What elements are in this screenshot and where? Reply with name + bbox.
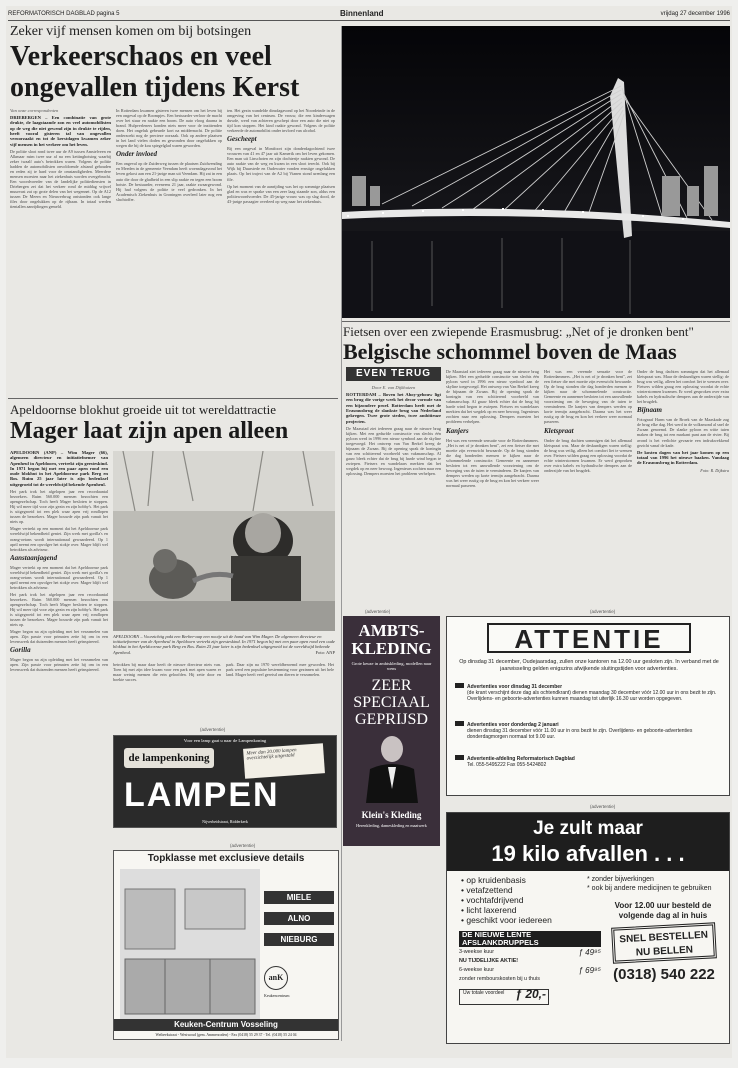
kleding-big-2: SPECIAAL <box>353 694 430 712</box>
header-paper: REFORMATORISCH DAGBLAD pagina 5 <box>8 11 120 17</box>
story2-column-4 <box>637 369 729 605</box>
kilo-price-row-3: 6-weekse kuur ƒ 69⁹⁵ <box>459 966 601 975</box>
story3-subhead-1: Aanstaanjagend <box>10 553 58 562</box>
story2-col2-cont: Het was een vreemde sensatie voor de Rotterdammers. „Het is net of je dronken bent", zei een fietser die met moeite zijn evenwicht bewaarde. Op de brug stonden die dag honderden mensen te kijken naar de schommelende constructie. Gemeente en aannemer besloten tot een aanvullende voorziening om de beweging van de tuien te verminderen. De kanjers van dempers werden op korte termijn aangebracht. Daarna was het weer rustig op de brug en kon het verkeer weer normaal passeren. <box>544 369 632 425</box>
ad-attentie <box>446 616 730 796</box>
story3-column-3 <box>226 662 334 724</box>
attentie-row-3-text: Tel. 055-5495222 Fax 055-5424802 <box>467 762 547 769</box>
story3-subhead-2: Gorilla <box>10 646 31 655</box>
story1-col2b: Een ongeval op de Zuiderweg tussen de plaatsen Zuidwending en Meeden in de gemeente Veendam heeft woensdagavond het leven gekost aan een 21-jarige man uit Veendam. Hij zat in een auto die door de gladheid in een slip raakte en tegen een boom botste. De bestuurder, eveneens 21 jaar, raakte zwaargewond. Hij had volgens de politie te veel gedronken. In het Academisch Ziekenhuis in Groningen overleed later nog een slachtoffer. <box>116 161 222 202</box>
attentie-row-3 <box>455 755 723 768</box>
ad-afslanken <box>446 812 730 1044</box>
bridge-night-photo <box>342 26 730 318</box>
attentie-bullet-2 <box>455 721 464 726</box>
story3-colc: park. Daar zijn na 1970 wereldberoemd mee geworden. Het park werd een populaire bestemming voor gezinnen uit het hele land. Mager heeft veel gereisd om dieren te verzamelen. <box>226 662 334 678</box>
header-date: vrijdag 27 december 1996 <box>660 11 730 17</box>
story2-lead: ROTTERDAM – Boven het Ahoy-gebouw ligt een brug die vorige week het decor vormde van een bijzondere proef. Rotterdam heeft met de Erasmusbrug de slankste brug van Nederland gekregen. Twee grote steden, twee ambitieuze projecten. <box>346 392 441 424</box>
story2-column-2 <box>446 369 539 605</box>
attentie-row-1 <box>455 683 723 703</box>
story3-column-1 <box>10 450 108 1055</box>
page-header <box>8 7 730 21</box>
kilo-banner <box>447 813 729 871</box>
story3-column-2 <box>113 662 221 724</box>
attentie-row-3-label: Advertentie-afdeling Reformatorisch Dagblad <box>467 756 575 762</box>
kilo-right-item-2: * ook bij andere medicijnen te gebruiken <box>587 885 712 892</box>
kleding-title-1: AMBTS- <box>358 621 425 640</box>
kleding-footer: Herenkleding, dameskleding en maatwerk <box>356 823 427 829</box>
kilo-box-title <box>459 931 601 947</box>
story3-body-c: Het park trok het afgelopen jaar een recordaantal bezoekers. Ruim 560.000 mensen bezochten een apengezelschap. Toch heeft Mager besloten te stoppen. Hij wil meer tijd voor zijn gezin en zijn hobby's. Het park is uitgegroeid tot een plek waar apen vrij rondlopen tussen de bezoekers. Mager bouwde zijn park vanuit het niets op. <box>10 591 108 628</box>
attentie-row-2-label: Advertenties voor donderdag 2 januari <box>467 722 559 728</box>
story1-byline: Van onze correspondenten <box>10 108 59 113</box>
ad-label-kilo: (advertentie) <box>590 804 616 809</box>
topklasse-brand-list <box>264 891 334 946</box>
story1-col3b: Bij een ongeval in Montfoort zijn donderdagochtend twee vrouwen van 41 en 47 jaar uit Kamerik om het leven gekomen. Een man uit Linschoten en zijn dochtertje raakten gewond. De auto raakte van de weg en kwam in een sloot terecht. Ook bij Wijk bij Duurstede en Oudewater vonden ernstige ongelukken plaats. Op het traject van de A2 bij Vianen stond urenlang een file. <box>227 146 335 182</box>
story1-col3c: Op het moment van de aanrijding was het op sommige plaatsen glad en was er sprake van een zeer laag staande zon, aldus een politiewoordvoerder. De 45-jarige vrouw was op slag dood, de 43-jarige passagier overleed op weg naar het ziekenhuis. <box>227 183 335 204</box>
kilo-right-item-1: * zonder bijwerkingen <box>587 876 654 883</box>
story1-column-1 <box>10 108 111 393</box>
kilo-price-row-2: NU TIJDELIJKE AKTIE! <box>459 958 519 964</box>
ad-label-lampen: (advertentie) <box>200 727 226 732</box>
topklasse-kitchen-image <box>120 869 260 1019</box>
ad-label-attentie: (advertentie) <box>590 609 616 614</box>
story2-byline: Door E. van Dijkhuizen <box>371 385 416 390</box>
kilo-price-row-1: 3-weekse kuur ƒ 49⁹⁵ <box>459 948 601 957</box>
story2-subhead-kletspraat: Kletspraat <box>544 426 574 435</box>
story2-col1-cont: De Maasstad ziet iedereen graag naar de nieuwe brug kijken. Met een gedurfde constructie van slechts één pyloon werd in 1996 een nieuw symbool aan de skyline toegevoegd. Het ontwerp van Van Berkel kreeg de bijnaam de Zwaan. Bij de opening sprak de koningin van een schitterend voorbeeld van vakmanschap. Al gauw bleek echter dat de brug bij harde wind begon te zwiepen. Fietsers en wandelaars merkten dat het wegdek op en neer bewoog. Ingenieurs zochten naar een oplossing. Dempers moesten het probleem verhelpen. <box>446 369 539 425</box>
monkey-photo-caption <box>113 634 335 655</box>
story2-subhead-kanjers: Kanjers <box>446 426 469 435</box>
monkey-man-image <box>113 451 335 631</box>
column-divider-main <box>341 26 342 1041</box>
attentie-row-1-text: (de krant verschijnt deze dag als ochtendkrant) dienen maandag 30 december vóór 12.00 uur in ons bezit te zijn. Overlijdens- en geboorte-advertenties kunnen maandag tot uiterlijk 16.30 uur worden opgegeven. <box>467 690 717 703</box>
kilo-left-list <box>461 875 552 925</box>
topklasse-logo: anK <box>264 966 288 990</box>
story3-kicker: Apeldoornse blokhut groeide uit tot wereldattractie <box>10 402 277 417</box>
kilo-box-title-1: DE NIEUWE LENTE <box>462 930 532 939</box>
story1-kicker: Zeker vijf mensen komen om bij botsingen <box>10 24 252 39</box>
story2-kicker: Fietsen over een zwiepende Erasmusbrug: „Net of je dronken bent" <box>343 324 694 339</box>
kilo-right-list <box>587 875 727 893</box>
story2-col3-cont: Onder de brug dachten sommigen dat het allemaal kletspraat was. Maar de deskundigen waren stellig: de brug was veilig, alleen het comfort liet te wensen over. Fietsers wilden graag een oplossing voordat de echte winterstormen kwamen. Er werd gesproken over extra kabels en hydraulische dempers aan de onderzijde van het brugdek. <box>637 369 729 405</box>
header-section: Binnenland <box>340 9 384 18</box>
story2-col2: Het was een vreemde sensatie voor de Rotterdammers. „Het is net of je dronken bent", zei een fietser die met moeite zijn evenwicht bewaarde. Op de brug stonden die dag honderden mensen te kijken naar de schommelende constructie. Gemeente en aannemer besloten tot een aanvullende voorziening om de beweging van de tuien te verminderen. De kanjers van dempers werden op korte termijn aangebracht. Daarna was het weer rustig op de brug en kon het verkeer weer normaal passeren. <box>446 437 539 488</box>
attentie-row-2-text: dienen dinsdag 31 december vóór 11.00 uur in ons bezit te zijn. Overlijdens- en geboorte-advertenties donderdagmorgen normaal tot 9.00 uur. <box>467 728 693 741</box>
kleding-suit-image <box>362 733 422 803</box>
kleding-shop-name: Klein's Kleding <box>361 810 422 821</box>
attentie-intro: Op dinsdag 31 december, Oudejaarsdag, zullen onze kantoren na 12.00 uur gesloten zijn. In verband met de jaarwisseling gelden enigszins afwijkende sluitingstijden voor advertenties. <box>459 659 719 672</box>
topklasse-title: Topklasse met exclusieve details <box>147 853 305 864</box>
attentie-row-2 <box>455 721 723 741</box>
lampen-topline: Voor een lamp gaat u naar de Lampenkoning <box>183 738 267 743</box>
story2-closing: De kosten dagen van het jaar komen op een totaal van 1996 het nieuwe baaken. Vandaag de Erasmusbrug in Rotterdam. <box>637 449 729 466</box>
caption-text: APELDOORN – Voorzichtig pakt een Berber-aap een nootje uit de hand van Wim Mager. De algemeen directeur en initiatiefnemer van de Apenheul in Apeldoorn vertrekt zijn geesteskind. In 1971 begon hij met een paar apen rond een oude blokhut in het Apeldoornse park Berg en Bos. Ruim 25 jaar later is zijn bedenksel uitgegroeid tot de wereldwijd bekende Apenheul. <box>113 634 335 655</box>
ad-ambtskleding <box>343 616 440 846</box>
story3-body-3: Mager begon na zijn opleiding met het verzamelen van apen. Zijn passie voor primaten zette hij om in een levenswerk dat duizenden mensen heeft geïnspireerd. <box>10 657 108 673</box>
story1-col3: ten. Het gezin wandelde dinsdagavond op het Noordeinde in de omgeving van het centrum. De vrouw, die een kinderwagen duwde, werd van achteren geschept door een auto die niet op tijd kon stoppen. Het kind raakte gewond. Volgens de politie verkeerde de automobilist onder invloed van alcohol. <box>227 108 335 134</box>
story1-lead: DRIEBERGEN – Een combinatie van grote drukte, de laagstaande zon en veel automobilisten op de weg die niet gewend zijn in drukte te rijden, heeft vooral gisteren tal van ongevallen veroorzaakt en tot de kerstdagen kwamen zeker vijf mensen in het verkeer om het leven. <box>10 115 111 147</box>
story2-col3: Onder de brug dachten sommigen dat het allemaal kletspraat was. Maar de deskundigen waren stellig: de brug was veilig, alleen het comfort liet te wensen over. Fietsers wilden graag een oplossing voordat de echte winterstormen kwamen. Er werd gesproken over extra kabels en hydraulische dempers aan de onderzijde van het brugdek. <box>544 437 632 473</box>
kilo-price-row-4: zonder rembourskosten bij u thuis <box>459 976 540 982</box>
ad-lampenkoning <box>113 735 337 828</box>
kilo-left-item-2: • vetafzettend <box>461 885 513 895</box>
kilo-stamp <box>611 922 717 963</box>
kleding-title-2: KLEDING <box>351 639 432 658</box>
story1-headline-1: Verkeerschaos en veel <box>10 41 272 72</box>
story3-top-rule <box>8 398 338 399</box>
story3-headline: Mager laat zijn apen alleen <box>10 418 289 444</box>
kilo-price-list <box>459 948 601 984</box>
ad-label-topklasse: (advertentie) <box>230 843 256 848</box>
kilo-stamp-1: SNEL BESTELLEN <box>619 929 709 946</box>
story1-column-3 <box>227 108 335 393</box>
story1-column-2 <box>116 108 222 393</box>
brand-miele: MIELE <box>264 891 334 904</box>
kilo-box-title-2: AFSLANKDRUPPELS <box>462 938 539 947</box>
story3-body-2: Mager vertrekt op een moment dat het Apeldoornse park wereldwijd bekendheid geniet. Zijn werk met gorilla's en orang-oetans wordt internationaal gewaardeerd. Op 1 april neemt een opvolger het stokje over. Mager blijft wel betrokken als adviseur. <box>10 564 108 590</box>
story1-col2: In Rotterdam kwamen gisteren twee mensen om het leven bij een ongeval op de Boompjes. Een bestuurder verloor de macht over het stuur en raakte een boom. De auto vloog daarna in brand. Hulpverleners konden niets meer voor de inzittenden doen. Het ongeluk gebeurde kort na middernacht. De politie onderzoekt nog de precieze oorzaak. Ook op andere plaatsen in het land vielen doden en gewonden door ongelukken op wegen die bij de kou spiegelglad waren geworden. <box>116 108 222 149</box>
attentie-bullet-3 <box>455 755 464 760</box>
kilo-phone: (0318) 540 222 <box>613 966 715 983</box>
even-terug-badge: EVEN TERUG <box>346 367 441 381</box>
story2-col4: Fotograaf Harm van de Broek van de Maaskade zag de brug elke dag. Het werd in de volksmond al snel de Zwaan genoemd. De slanke pyloon en witte tuien maken de brug tot een markant punt aan de rivier. Bij avond is het verlichte gevaarte een indrukwekkend gezicht vanaf de kade. <box>637 417 729 448</box>
brand-nieburg: NIEBURG <box>264 933 334 946</box>
story2-top-rule <box>342 321 730 322</box>
brand-alno: ALNO <box>264 912 334 925</box>
attentie-row-1-label: Advertenties voor dinsdag 31 december <box>467 684 563 690</box>
story2-column-3 <box>544 369 632 605</box>
kilo-left-item-5: • geschikt voor iedereen <box>461 915 552 925</box>
kilo-voordeel-label: Uw totale voordeel <box>463 990 505 996</box>
caption-credit: Foto: ANP <box>315 649 335 655</box>
story1-subhead-2: Gescheept <box>227 135 257 144</box>
kilo-line-2: 19 kilo afvallen . . . <box>491 841 685 866</box>
attentie-bullet-1 <box>455 683 464 688</box>
story3-lead: APELDOORN (ANP) – Wim Mager (66), algemeen directeur en initiatiefnemer van Apenheul in Apeldoorn, vertrekt zijn geesteskind. In 1971 begon hij met een paar apen rond een oude blokhut in het Apeldoornse park Berg en Bos. Ruim 25 jaar later is zijn bedenksel uitgegroeid tot de wereldwijd bekende Apenheul. <box>10 450 108 487</box>
erasmus-bridge-image <box>342 26 730 318</box>
kilo-stamp-2: NU BELLEN <box>635 944 694 959</box>
story3-colb: betrokken bij maar daar heeft de nieuwe directeur niets van. Toen hij met zijn idee kwam voor een park met apen waren er maar weinig mensen die erin geloofden. Hij zette door en boekte succes. <box>113 662 221 683</box>
kleding-sub: Grote keuze in ambtskleding, modellen naar wens <box>351 661 432 672</box>
lampen-address: Nijverheidstraat, Ridderkerk <box>202 819 248 824</box>
attentie-title: ATTENTIE <box>487 623 691 653</box>
story2-photo-credit: Foto: R. Dijkstra <box>700 467 729 473</box>
story2-col1: De Maasstad ziet iedereen graag naar de nieuwe brug kijken. Met een gedurfde constructie van slechts één pyloon werd in 1996 een nieuw symbool aan de skyline toegevoegd. Het ontwerp van Van Berkel kreeg de bijnaam de Zwaan. Bij de opening sprak de koningin van een schitterend voorbeeld van vakmanschap. Al gauw bleek echter dat de brug bij harde wind begon te zwiepen. Fietsers en wandelaars merkten dat het wegdek op en neer bewoog. Ingenieurs zochten naar een oplossing. Dempers moesten het probleem verhelpen. <box>346 425 441 477</box>
lampen-brand: de lampenkoning <box>124 748 214 768</box>
kleding-big-3: GEPRIJSD <box>355 711 428 729</box>
kilo-left-item-4: • licht laxerend <box>461 905 517 915</box>
kilo-left-item-1: • op kruidenbasis <box>461 875 526 885</box>
story2-subhead-bijnaam: Bijnaam <box>637 406 662 415</box>
story2-column-1 <box>346 385 441 605</box>
story1-body: De politie sloot rond twee uur de A9 tussen Amstelveen en Alkmaar ruim twee uur af na een kettingbotsing waarbij zeker twaalf auto's betrokken waren. Volgens de politie hadden de automobilisten onvoldoende afstand gehouden en reden zij te hard voor de omstandigheden. Meerdere mensen moesten naar het ziekenhuis worden overgebracht. Een woordvoerder van de landelijke politiediensten in Driebergen zei dat het verkeer rond de middag vrijwel muurvast zat op grote delen van het wegennet. Op de A12 tussen De Meern en Nieuwerbrug ontstonden ook lange files door ongelukken op de rijbaan. In totaal werden tientallen aanrijdingen gemeld. <box>10 148 111 210</box>
kilo-voordeel-box <box>459 989 549 1005</box>
topklasse-logo-sub: Keukencentrum <box>264 993 290 998</box>
monkey-photo <box>113 451 335 631</box>
story1-headline-2: ongevallen tijdens Kerst <box>10 72 300 103</box>
lampen-big: LAMPEN <box>124 776 280 814</box>
topklasse-address: Weibeekstraat - Westwoud (gem. Ammerzoden) - Fax (0418) 55 29 37 - Tel. (0418) 55 24 04 <box>155 1033 297 1037</box>
story3-body-b: Mager vertrekt op een moment dat het Apeldoornse park wereldwijd bekendheid geniet. Zijn werk met gorilla's en orang-oetans wordt internationaal gewaardeerd. Op 1 april neemt een opvolger het stokje over. Mager blijft wel betrokken als adviseur. <box>10 526 108 552</box>
kilo-order-text: Voor 12.00 uur besteld de volgende dag al in huis <box>614 901 712 920</box>
kilo-left-item-3: • vochtafdrijvend <box>461 895 524 905</box>
story1-subhead-1: Onder invloed <box>116 150 158 159</box>
kleding-big-1: ZEER <box>371 677 412 695</box>
story3-body: Het park trok het afgelopen jaar een recordaantal bezoekers. Ruim 560.000 mensen bezochten een apengezelschap. Toch heeft Mager besloten te stoppen. Hij wil meer tijd voor zijn gezin en zijn hobby's. Het park is uitgegroeid tot een plek waar apen vrij rondlopen tussen de bezoekers. Mager bouwde zijn park vanuit het niets op. <box>10 489 108 525</box>
kilo-voordeel-price: ƒ 20,- <box>515 987 546 1001</box>
kilo-line-1: Je zult maar <box>533 818 643 839</box>
lampen-note: Meer dan 20.000 lampen overzichtelijk uitgestald <box>243 743 325 779</box>
topklasse-name: Keuken-Centrum Vosseling <box>114 1019 338 1031</box>
story3-body-d: Mager begon na zijn opleiding met het verzamelen van apen. Zijn passie voor primaten zette hij om in een levenswerk dat duizenden mensen heeft geïnspireerd. <box>10 629 108 645</box>
ad-topklasse <box>113 850 339 1040</box>
story2-headline: Belgische schommel boven de Maas <box>343 339 677 364</box>
ad-label-kleding: (advertentie) <box>365 609 391 614</box>
